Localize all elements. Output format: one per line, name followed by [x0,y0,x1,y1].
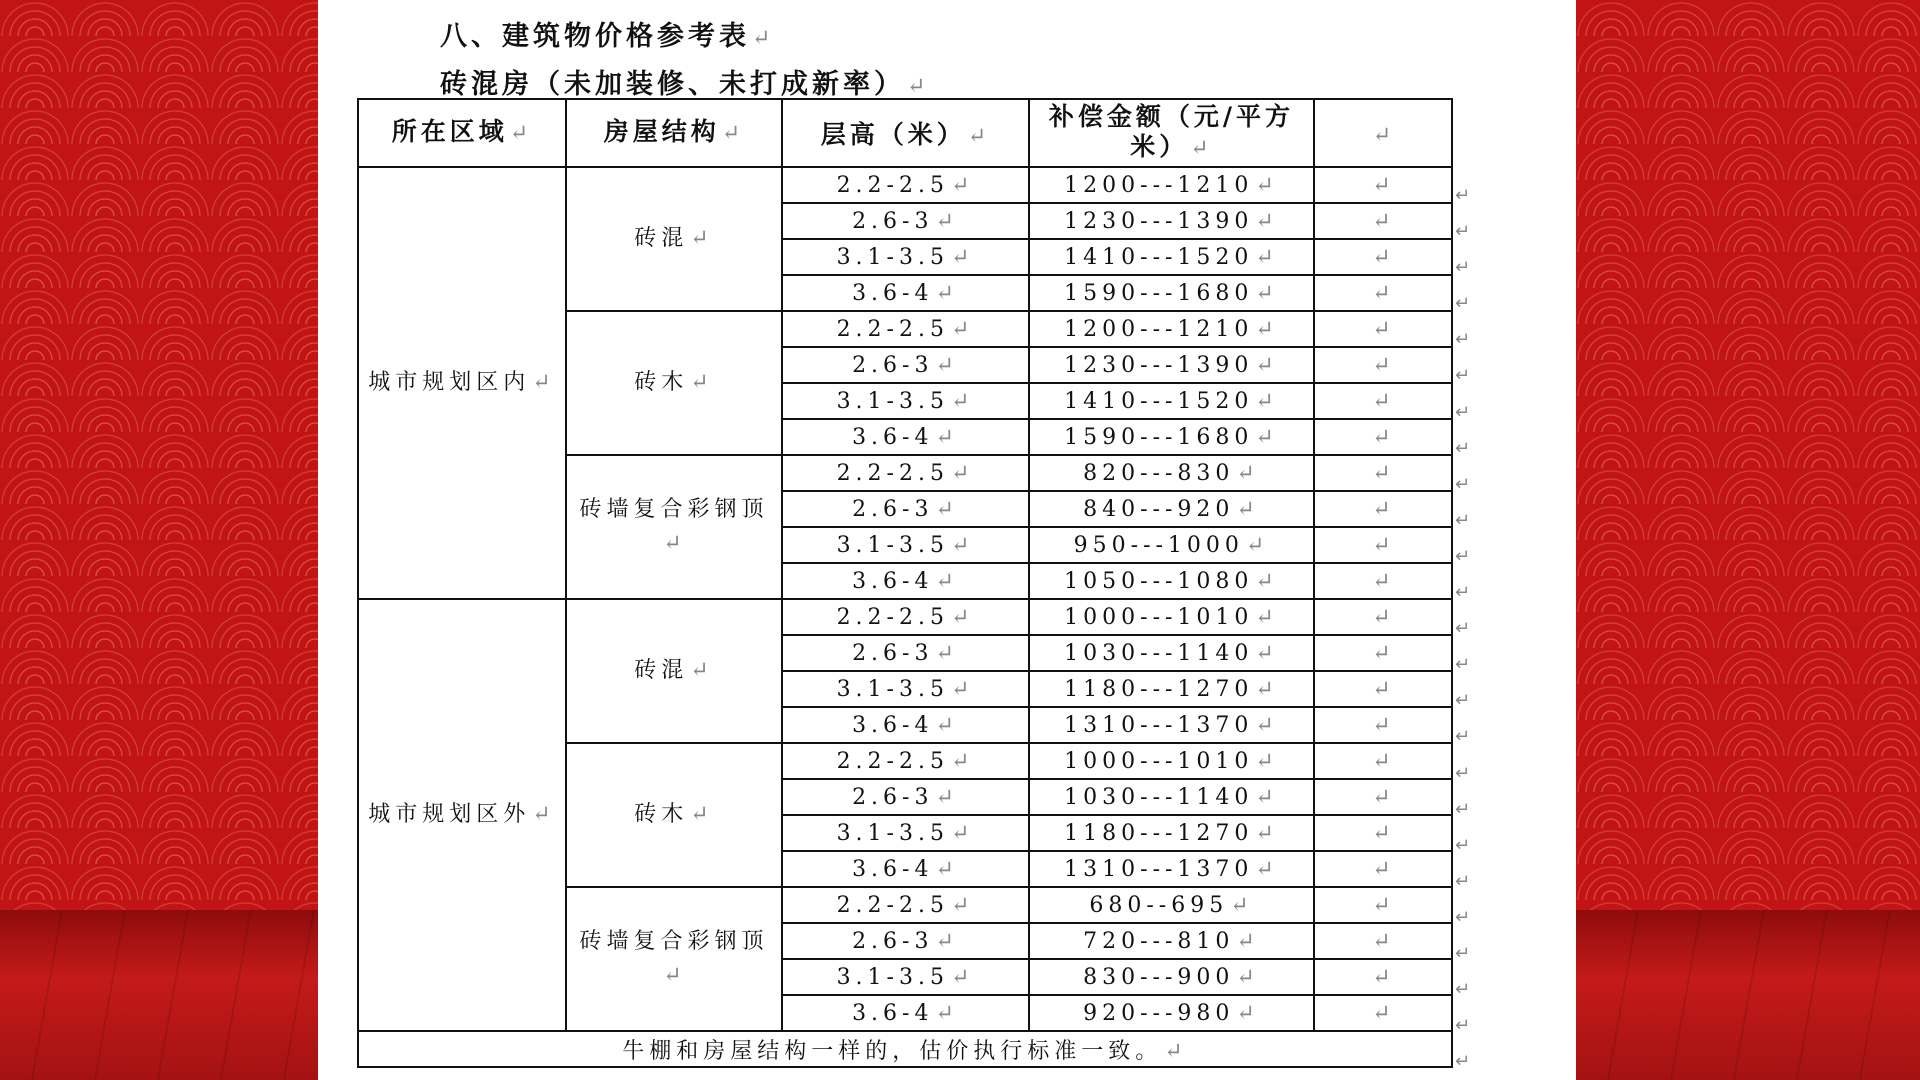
floor-height-cell: 3.1-3.5↵ [782,815,1029,851]
red-floor-right [1576,910,1920,1080]
floor-height-cell: 2.2-2.5↵ [782,167,1029,203]
floor-height-cell: 2.6-3↵ [782,923,1029,959]
floor-height-cell: 3.6-4↵ [782,419,1029,455]
row-end-marks [1455,178,1475,1080]
row-end-mark-icon: ↵ [1455,834,1471,856]
document-title: 八、建筑物价格参考表↵ [440,21,775,52]
paragraph-mark-icon: ↵ [907,74,930,99]
compensation-price-cell: 920---980↵ [1029,995,1314,1031]
floor-height-cell: 2.6-3↵ [782,347,1029,383]
row-end-mark-icon: ↵ [1455,473,1471,495]
empty-cell: ↵ [1314,779,1452,815]
row-end-mark-icon: ↵ [1455,690,1471,712]
table-row [358,599,1452,635]
table-header-row [358,99,1452,167]
empty-cell: ↵ [1314,203,1452,239]
empty-cell: ↵ [1314,311,1452,347]
compensation-price-cell: 1230---1390↵ [1029,347,1314,383]
row-end-mark-icon: ↵ [1455,726,1471,748]
floor-height-cell: 2.2-2.5↵ [782,455,1029,491]
row-end-mark-icon: ↵ [1455,942,1471,964]
floor-height-cell: 3.6-4↵ [782,563,1029,599]
compensation-price-cell: 1590---1680↵ [1029,419,1314,455]
header-floor-height: 层高（米）↵ [782,99,1029,167]
row-end-mark-icon: ↵ [1455,185,1471,206]
empty-cell: ↵ [1314,455,1452,491]
header-empty: ↵ [1314,99,1452,167]
empty-cell: ↵ [1314,347,1452,383]
floor-height-cell: 3.6-4↵ [782,995,1029,1031]
structure-cell: 砖墙复合彩钢顶↵ [566,455,782,599]
row-end-mark-icon: ↵ [1455,1051,1471,1073]
region-cell: 城市规划区内↵ [358,167,566,599]
empty-cell: ↵ [1314,491,1452,527]
note-row [358,1031,1452,1067]
empty-cell: ↵ [1314,851,1452,887]
table-row [358,167,1452,203]
floor-height-cell: 3.1-3.5↵ [782,527,1029,563]
floor-height-cell: 2.6-3↵ [782,635,1029,671]
empty-cell: ↵ [1314,959,1452,995]
structure-cell: 砖混↵ [566,599,782,743]
empty-cell: ↵ [1314,167,1452,203]
structure-cell: 砖混↵ [566,167,782,311]
document-subtitle: 砖混房（未加装修、未打成新率）↵ [440,69,930,100]
compensation-price-cell: 820---830↵ [1029,455,1314,491]
empty-cell: ↵ [1314,635,1452,671]
empty-cell: ↵ [1314,923,1452,959]
compensation-price-cell: 1310---1370↵ [1029,707,1314,743]
red-floor-left [0,910,318,1080]
row-end-mark-icon: ↵ [1455,654,1471,676]
compensation-price-cell: 840---920↵ [1029,491,1314,527]
empty-cell: ↵ [1314,707,1452,743]
compensation-price-cell: 830---900↵ [1029,959,1314,995]
row-end-mark-icon: ↵ [1455,545,1471,567]
compensation-price-cell: 720---810↵ [1029,923,1314,959]
row-end-mark-icon: ↵ [1455,1015,1471,1037]
empty-cell: ↵ [1314,383,1452,419]
floor-height-cell: 3.6-4↵ [782,275,1029,311]
row-end-mark-icon: ↵ [1455,329,1471,351]
floor-height-cell: 2.6-3↵ [782,491,1029,527]
floor-height-cell: 3.1-3.5↵ [782,383,1029,419]
empty-cell: ↵ [1314,599,1452,635]
compensation-price-cell: 1200---1210↵ [1029,311,1314,347]
floor-height-cell: 2.2-2.5↵ [782,887,1029,923]
floor-height-cell: 2.2-2.5↵ [782,599,1029,635]
row-end-mark-icon: ↵ [1455,221,1471,243]
compensation-price-cell: 1310---1370↵ [1029,851,1314,887]
empty-cell: ↵ [1314,887,1452,923]
floor-height-cell: 2.2-2.5↵ [782,311,1029,347]
row-end-mark-icon: ↵ [1455,365,1471,387]
row-end-mark-icon: ↵ [1455,582,1471,604]
floor-height-cell: 3.6-4↵ [782,851,1029,887]
compensation-price-cell: 1200---1210↵ [1029,167,1314,203]
empty-cell: ↵ [1314,239,1452,275]
compensation-price-cell: 1180---1270↵ [1029,671,1314,707]
row-end-mark-icon: ↵ [1455,762,1471,784]
compensation-price-cell: 1000---1010↵ [1029,743,1314,779]
paragraph-mark-icon: ↵ [752,26,775,51]
empty-cell: ↵ [1314,275,1452,311]
compensation-price-cell: 1410---1520↵ [1029,239,1314,275]
compensation-price-cell: 1030---1140↵ [1029,779,1314,815]
empty-cell: ↵ [1314,671,1452,707]
empty-cell: ↵ [1314,419,1452,455]
table-note: 牛棚和房屋结构一样的，估价执行标准一致。↵ [358,1031,1452,1067]
row-end-mark-icon: ↵ [1455,798,1471,820]
row-end-mark-icon: ↵ [1455,618,1471,640]
empty-cell: ↵ [1314,527,1452,563]
row-end-mark-icon: ↵ [1455,293,1471,315]
structure-cell: 砖墙复合彩钢顶↵ [566,887,782,1031]
empty-cell: ↵ [1314,995,1452,1031]
floor-height-cell: 2.6-3↵ [782,779,1029,815]
floor-height-cell: 2.2-2.5↵ [782,743,1029,779]
floor-height-cell: 3.1-3.5↵ [782,671,1029,707]
floor-height-cell: 3.6-4↵ [782,707,1029,743]
compensation-price-cell: 680--695↵ [1029,887,1314,923]
floor-height-cell: 2.6-3↵ [782,203,1029,239]
compensation-price-cell: 1030---1140↵ [1029,635,1314,671]
compensation-price-cell: 1230---1390↵ [1029,203,1314,239]
row-end-mark-icon: ↵ [1455,906,1471,928]
row-end-mark-icon: ↵ [1455,401,1471,423]
row-end-mark-icon: ↵ [1455,509,1471,531]
floor-height-cell: 3.1-3.5↵ [782,239,1029,275]
row-end-mark-icon: ↵ [1455,979,1471,1001]
compensation-price-cell: 1000---1010↵ [1029,599,1314,635]
header-compensation: 补偿金额（元/平方米）↵ [1029,99,1314,167]
header-region: 所在区域↵ [358,99,566,167]
region-cell: 城市规划区外↵ [358,599,566,1031]
structure-cell: 砖木↵ [566,743,782,887]
empty-cell: ↵ [1314,815,1452,851]
header-structure: 房屋结构↵ [566,99,782,167]
compensation-price-cell: 1050---1080↵ [1029,563,1314,599]
compensation-price-cell: 950---1000↵ [1029,527,1314,563]
price-reference-table [357,98,1453,1068]
compensation-price-cell: 1590---1680↵ [1029,275,1314,311]
row-end-mark-icon: ↵ [1455,437,1471,459]
row-end-mark-icon: ↵ [1455,870,1471,892]
empty-cell: ↵ [1314,743,1452,779]
compensation-price-cell: 1180---1270↵ [1029,815,1314,851]
structure-cell: 砖木↵ [566,311,782,455]
row-end-mark-icon: ↵ [1455,257,1471,279]
empty-cell: ↵ [1314,563,1452,599]
floor-height-cell: 3.1-3.5↵ [782,959,1029,995]
compensation-price-cell: 1410---1520↵ [1029,383,1314,419]
